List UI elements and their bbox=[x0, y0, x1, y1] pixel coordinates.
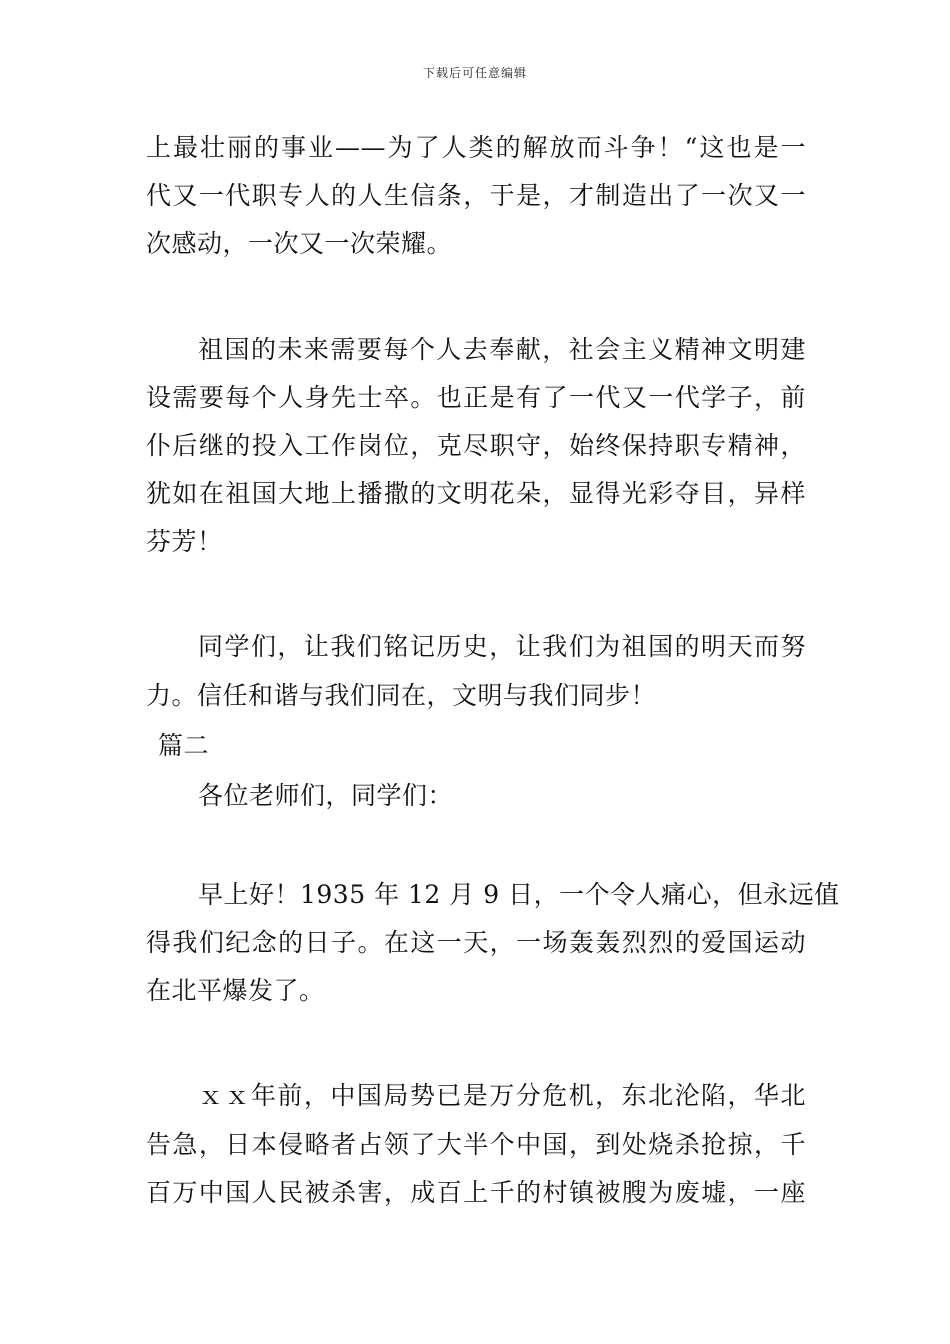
text-line: 力。信任和谐与我们同在，文明与我们同步！ bbox=[146, 681, 657, 710]
text-line: 同学们，让我们铭记历史，让我们为祖国的明天而努 bbox=[198, 632, 806, 661]
page-header: 下载后可任意编辑 bbox=[422, 66, 527, 80]
text-line: 早上好！1935 年 12 月 9 日，一个令人痛心，但永远值 bbox=[198, 880, 840, 909]
text-line: 告急，日本侵略者占领了大半个中国，到处烧杀抢掠，千 bbox=[146, 1130, 806, 1159]
text-line: 犹如在祖国大地上播撒的文明花朵，显得光彩夺目，异样 bbox=[146, 479, 806, 508]
text-line: ｘｘ年前，中国局势已是万分危机，东北沦陷，华北 bbox=[198, 1081, 806, 1110]
text-line: 设需要每个人身先士卒。也正是有了一代又一代学子，前 bbox=[146, 383, 806, 412]
text-line: 祖国的未来需要每个人去奉献，社会主义精神文明建 bbox=[198, 335, 806, 364]
salutation: 各位老师们，同学们： bbox=[198, 781, 454, 810]
text-line: 得我们纪念的日子。在这一天，一场轰轰烈烈的爱国运动 bbox=[146, 928, 806, 957]
text-line: 代又一代职专人的人生信条，于是，才制造出了一次又一 bbox=[146, 181, 806, 210]
section-heading: 篇二 bbox=[158, 731, 210, 760]
text-line: 在北平爆发了。 bbox=[146, 976, 325, 1005]
text-line: 仆后继的投入工作岗位，克尽职守，始终保持职专精神， bbox=[146, 431, 806, 460]
text-line: 上最壮丽的事业——为了人类的解放而斗争！“这也是一 bbox=[146, 133, 806, 162]
text-line: 次感动，一次又一次荣耀。 bbox=[146, 229, 453, 258]
text-line: 芬芳！ bbox=[146, 527, 223, 556]
text-line: 百万中国人民被杀害，成百上千的村镇被膄为废墟，一座 bbox=[146, 1178, 806, 1207]
